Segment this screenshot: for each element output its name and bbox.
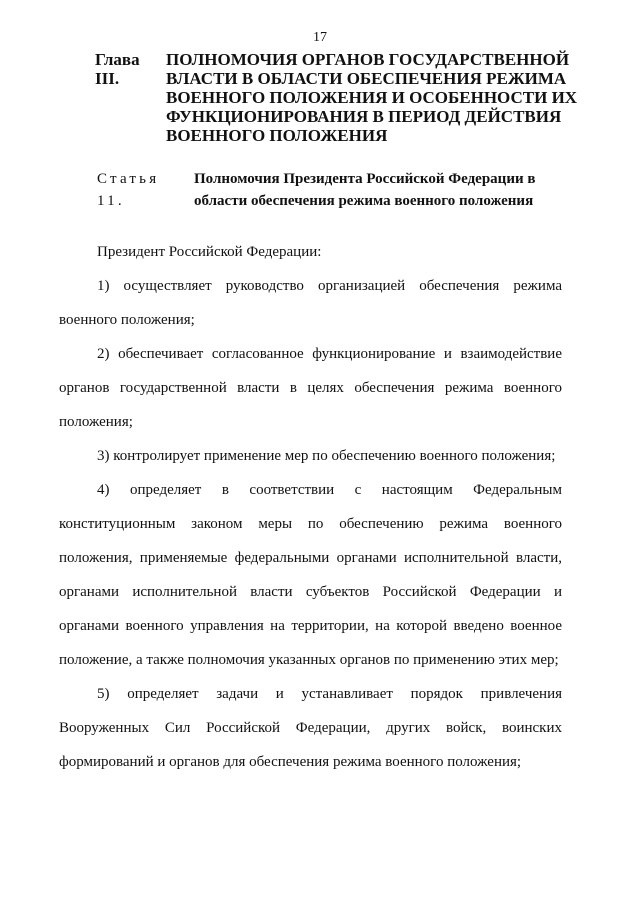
paragraph-item-3: 3) контролирует применение мер по обеспечению военного положения; bbox=[97, 448, 556, 464]
article-body bbox=[59, 235, 562, 779]
paragraph-intro: Президент Российской Федерации: bbox=[97, 244, 322, 260]
article-heading bbox=[97, 168, 577, 212]
article-number: Статья 11. bbox=[97, 171, 160, 209]
chapter-heading bbox=[95, 50, 595, 145]
page-number: 17 bbox=[313, 30, 327, 45]
paragraph-item-4: 4) определяет в соответствии с настоящим Федеральным конституционным законом меры по обеспечению режима военного положения, применяемые федеральными органами исполнительной власти, органами исполнительной власти субъектов Российской Федерации и органами военного управления на территории, на которой введено военное положение, а также полномочия указанных органов по применению этих мер; bbox=[59, 482, 562, 668]
chapter-number: Глава III. bbox=[95, 50, 140, 88]
paragraph-item-1: 1) осуществляет руководство организацией обеспечения режима военного положения; bbox=[59, 278, 562, 328]
paragraph-item-5: 5) определяет задачи и устанавливает порядок привлечения Вооруженных Сил Российской Федерации, других войск, воинских формирований и органов для обеспечения режима военного положения; bbox=[59, 686, 562, 770]
article-title: Полномочия Президента Российской Федерации в области обеспечения режима военного положения bbox=[194, 171, 536, 209]
chapter-title: ПОЛНОМОЧИЯ ОРГАНОВ ГОСУДАРСТВЕННОЙ ВЛАСТИ В ОБЛАСТИ ОБЕСПЕЧЕНИЯ РЕЖИМА ВОЕННОГО ПОЛОЖЕНИЯ И ОСОБЕННОСТИ ИХ ФУНКЦИОНИРОВАНИЯ В ПЕРИОД ДЕЙСТВИЯ ВОЕННОГО ПОЛОЖЕНИЯ bbox=[166, 50, 578, 145]
paragraph-item-2: 2) обеспечивает согласованное функционирование и взаимодействие органов государственной власти в целях обеспечения режима военного положения; bbox=[59, 346, 562, 430]
